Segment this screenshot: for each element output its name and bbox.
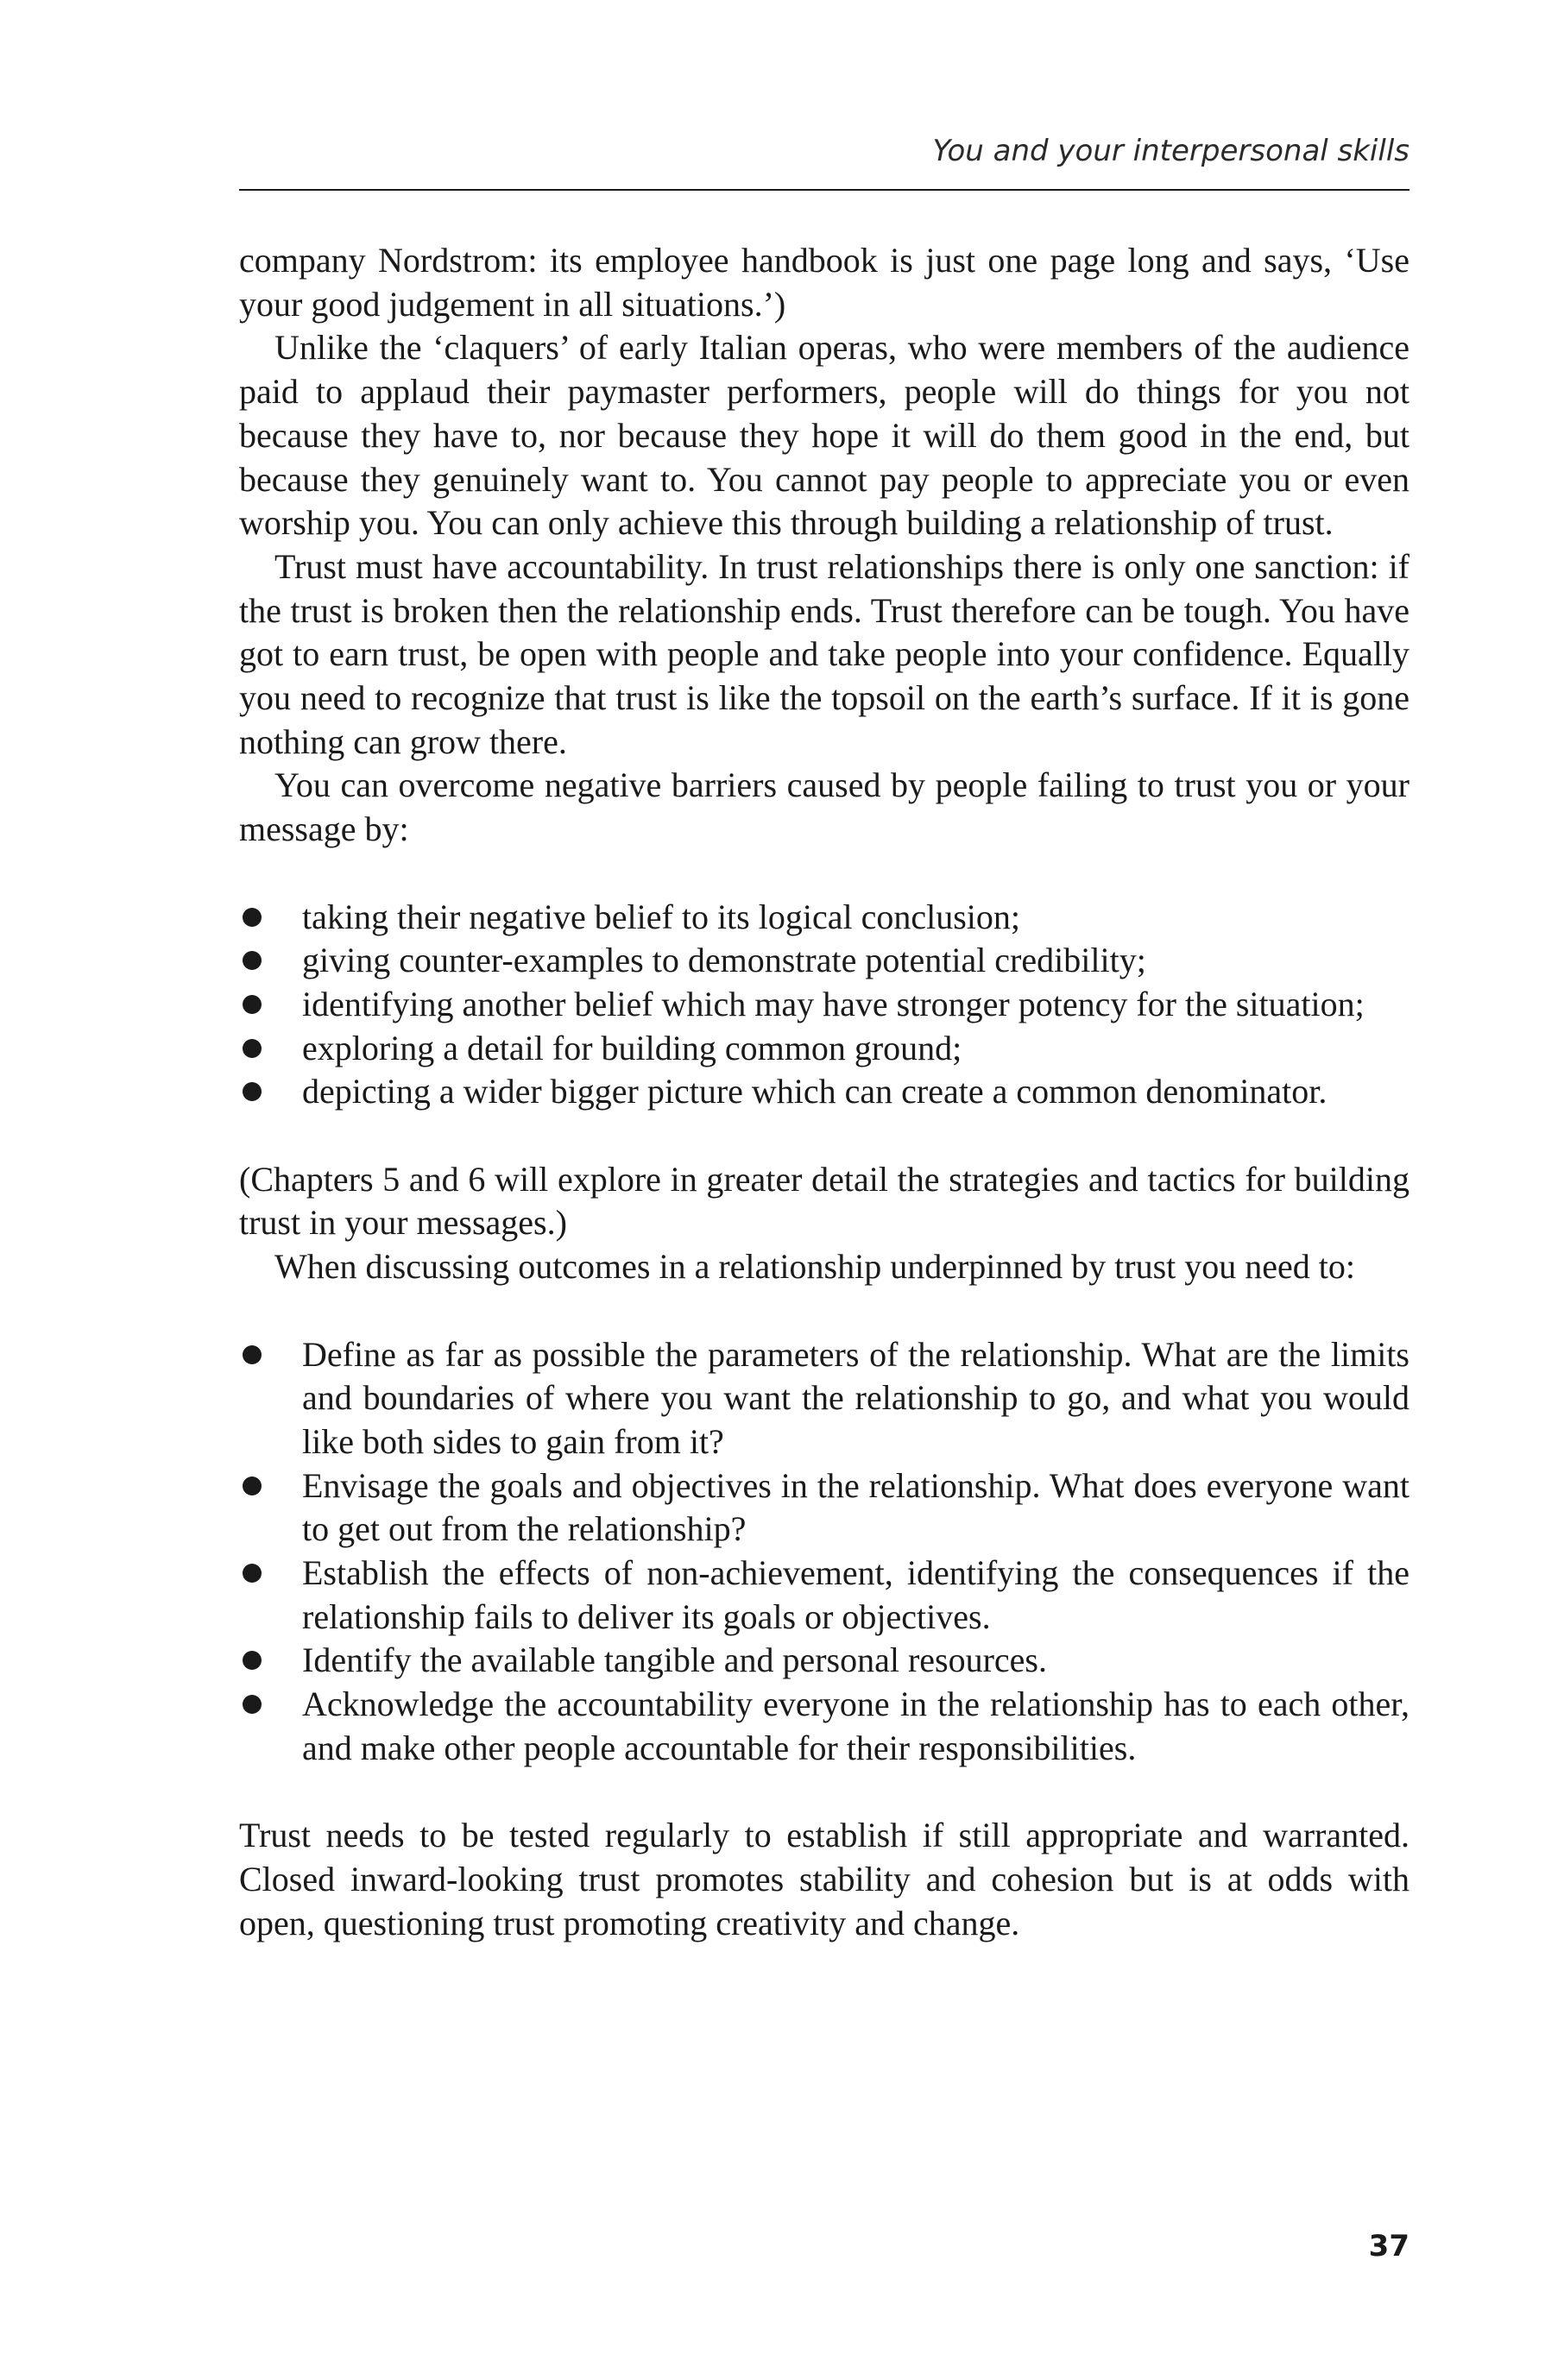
spacer [239,1289,1409,1333]
list-item-text: Identify the available tangible and personal resources. [302,1640,1047,1680]
paragraph-accountability: Trust must have accountability. In trust relationships there is only one sanction: if the trust is broken then the relationship ends. Trust therefore can be tough. You have got to earn trust, be open with people and take people into your confidence. Equally you need to recognize that trust is like the topsoil on the earth’s surface. If it is gone nothing can grow there. [239,546,1409,761]
bullet-icon [243,908,262,927]
spacer [239,1114,1409,1158]
list-item [239,1683,1409,1770]
list-item-text: depicting a wider bigger picture which can create a common denominator. [302,1072,1328,1111]
book-page [239,0,1409,2380]
paragraph-claquers: Unlike the ‘claquers’ of early Italian operas, who were members of the audience paid to applaud their paymaster performers, people will do things for you not because they have to, nor because they hope it will do them good in the end, but because they genuinely want to. You cannot pay people to appreciate you or even worship you. You can only achieve this through building a relationship of trust. [239,328,1409,543]
list-item-text: exploring a detail for building common ground; [302,1028,962,1067]
list-item-text: giving counter-examples to demonstrate potential credibility; [302,941,1146,980]
list-item [239,1464,1409,1552]
list-item-text: taking their negative belief to its logical conclusion; [302,897,1020,936]
list-item-text: Acknowledge the accountability everyone in the relationship has to each other, and make other people accountable for their responsibilities. [302,1684,1409,1767]
bullet-icon [243,995,262,1014]
bullet-icon [243,1695,262,1714]
bullet-icon [243,1564,262,1583]
list-item [239,983,1409,1027]
spacer [239,1771,1409,1815]
list-item-text: Establish the effects of non-achievement, identifying the consequences if the relationship fails to deliver its goals or objectives. [302,1553,1409,1636]
paragraph-outcomes-intro: When discussing outcomes in a relationship underpinned by trust you need to: [274,1247,1355,1287]
paragraph-barriers-intro: You can overcome negative barriers caused by people failing to trust you or your message by: [239,765,1409,849]
barriers-list [239,896,1409,1115]
bullet-icon [243,1039,262,1058]
list-item [239,1552,1409,1639]
paragraph-continuation: company Nordstrom: its employee handbook is just one page long and says, ‘Use your good judgement in all situations.’) [239,241,1409,324]
page-number: 37 [1368,2229,1409,2264]
paragraph-testing-trust: Trust needs to be tested regularly to establish if still appropriate and warranted. Closed inward-looking trust promotes stability and cohesion but is at odds with open, questioning trust promoting creativity and change. [239,1816,1409,1942]
running-head: You and your interpersonal skills [932,134,1409,168]
bullet-icon [243,1345,262,1364]
body-text [239,239,1409,1945]
list-item [239,896,1409,940]
list-item-text: identifying another belief which may have stronger potency for the situation; [302,984,1365,1023]
bullet-icon [243,951,262,970]
list-item-text: Envisage the goals and objectives in the relationship. What does everyone want to get out from the relationship? [302,1465,1409,1549]
list-item-text: Define as far as possible the parameters of the relationship. What are the limits and boundaries of where you want the relationship to go, and what you would like both sides to gain from it? [302,1334,1409,1461]
list-item [239,1639,1409,1683]
list-item [239,1070,1409,1114]
bullet-icon [243,1476,262,1495]
paragraph-chapters-note: (Chapters 5 and 6 will explore in greater detail the strategies and tactics for building trust in your messages.) [239,1159,1409,1243]
list-item [239,1333,1409,1464]
list-item [239,1027,1409,1071]
bullet-icon [243,1651,262,1670]
spacer [239,852,1409,896]
header-rule [239,189,1409,191]
list-item [239,939,1409,983]
outcomes-list [239,1333,1409,1771]
bullet-icon [243,1082,262,1101]
